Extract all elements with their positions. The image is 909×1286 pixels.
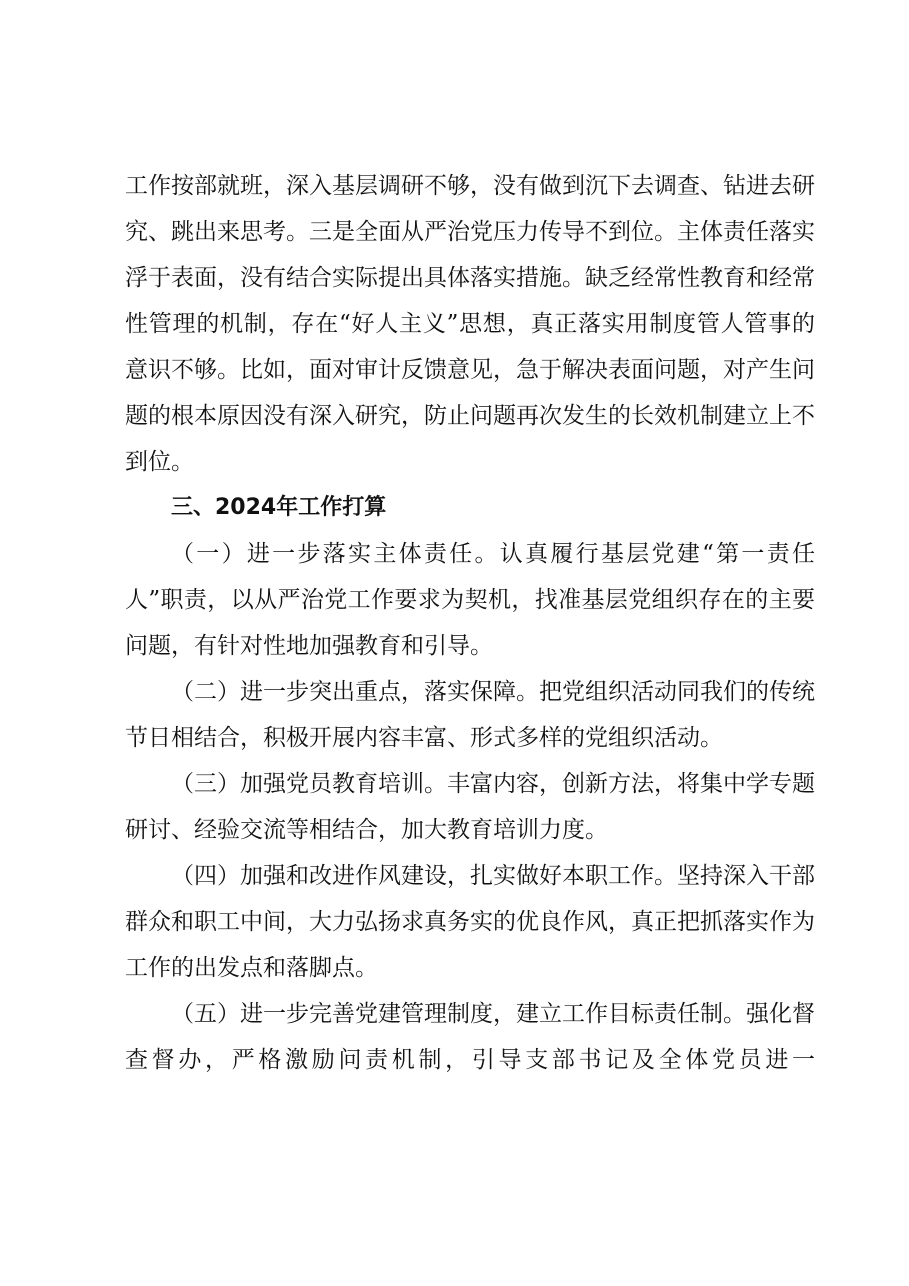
plan-item-2: （二）进一步突出重点，落实保障。把党组织活动同我们的传统节日相结合，积极开展内容丰富、形式多样的党组织活动。 <box>125 679 815 751</box>
plan-item-4: （四）加强和改进作风建设，扎实做好本职工作。坚持深入干部群众和职工中间，大力弘扬求真务实的优良作风，真正把抓落实作为工作的出发点和落脚点。 <box>125 863 815 981</box>
section-heading: 三、2024年工作打算 <box>171 495 387 520</box>
document-body <box>125 163 815 1083</box>
continued-paragraph: 工作按部就班，深入基层调研不够，没有做到沉下去调查、钻进去研究、跳出来思考。三是全面从严治党压力传导不到位。主体责任落实浮于表面，没有结合实际提出具体落实措施。缺乏经常性教育和经常性管理的机制，存在“好人主义”思想，真正落实用制度管人管事的意识不够。比如，面对审计反馈意见，急于解决表面问题，对产生问题的根本原因没有深入研究，防止问题再次发生的长效机制建立上不到位。 <box>125 173 815 475</box>
plan-item-1: （一）进一步落实主体责任。认真履行基层党建“第一责任人”职责，以从严治党工作要求为契机，找准基层党组织存在的主要问题，有针对性地加强教育和引导。 <box>125 541 815 659</box>
plan-item-5: （五）进一步完善党建管理制度，建立工作目标责任制。强化督查督办，严格激励问责机制，引导支部书记及全体党员进一 <box>125 1001 815 1073</box>
plan-item-3: （三）加强党员教育培训。丰富内容，创新方法，将集中学专题研讨、经验交流等相结合，加大教育培训力度。 <box>125 771 815 843</box>
